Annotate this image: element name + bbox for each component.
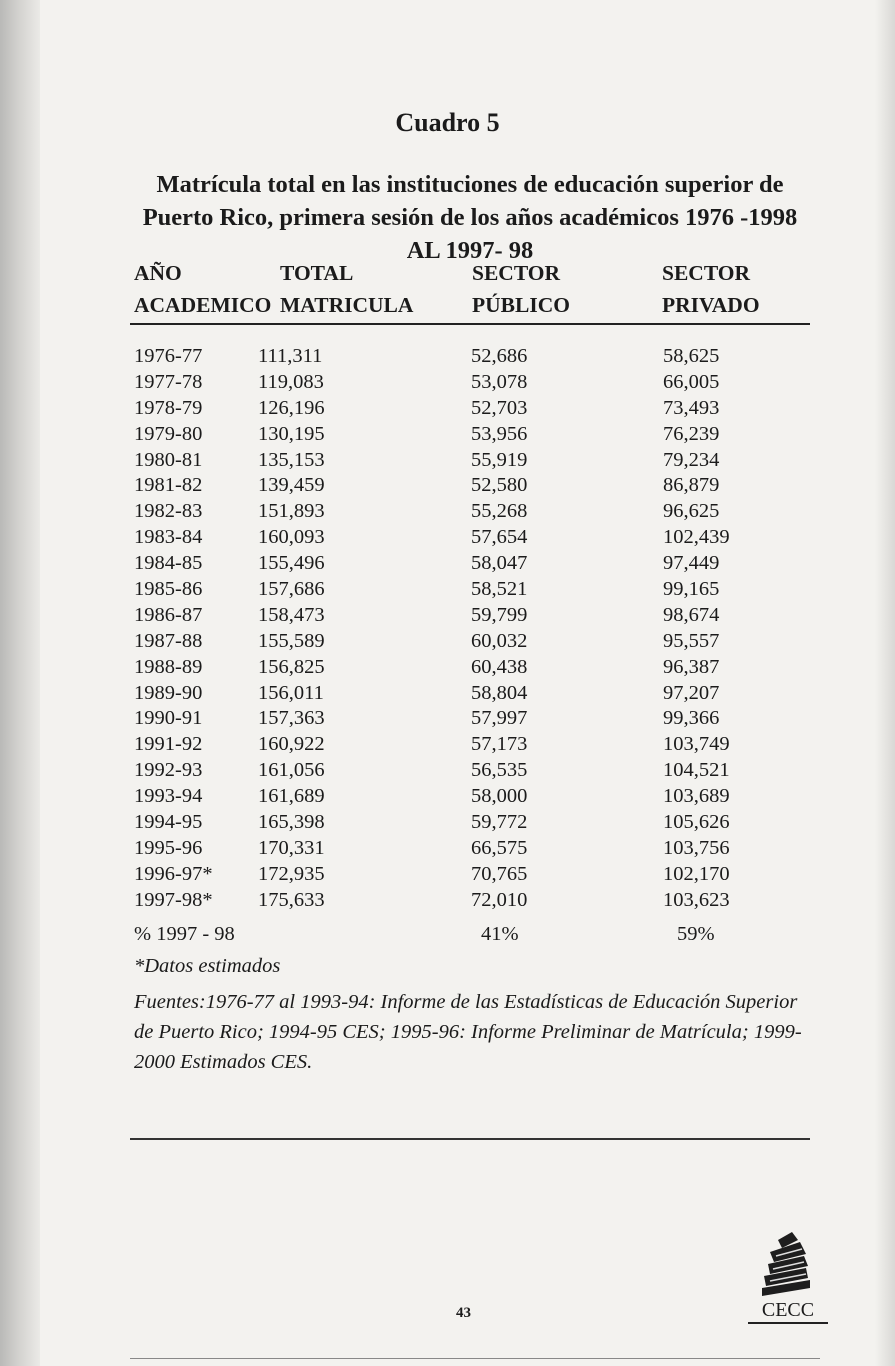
cell-privado: 103,623 [663,888,730,911]
cell-privado: 95,557 [663,629,720,652]
header-sector-privado [662,257,760,321]
table-row [0,706,895,732]
cell-ano: 1986-87 [134,603,203,626]
cell-ano: 1984-85 [134,552,203,575]
cell-total: 161,056 [258,759,325,782]
cell-ano: 1982-83 [134,500,203,523]
cell-publico: 52,703 [471,396,528,419]
table-row [0,551,895,577]
header-line: TOTAL [280,261,354,285]
cell-total: 165,398 [258,811,325,834]
cell-publico: 58,000 [471,785,528,808]
header-line: PRIVADO [662,293,760,317]
cell-privado: 99,366 [663,707,720,730]
books-stack-icon [748,1226,828,1298]
table-subtitle: Matrícula total en las instituciones de educación superior de Puerto Rico, primera sesión de los años académicos 1976 -1998 AL 1997- 98 [142,171,798,264]
cell-ano: 1979-80 [134,422,203,445]
table-row [0,732,895,758]
cell-privado: 99,165 [663,578,720,601]
cell-privado: 102,439 [663,526,730,549]
logo-label: CECC [748,1298,828,1324]
cell-publico: 58,521 [471,578,528,601]
header-total-matricula [280,257,413,321]
cell-ano: 1997-98* [134,888,213,911]
cecc-logo [748,1226,828,1326]
header-line: SECTOR [662,261,751,285]
cell-privado: 66,005 [663,370,720,393]
table-row [0,396,895,422]
cell-ano: 1992-93 [134,759,203,782]
header-line: SECTOR [472,261,561,285]
percent-publico: 41% [481,923,519,945]
percent-privado: 59% [677,923,715,945]
table-row [0,577,895,603]
cell-publico: 56,535 [471,759,528,782]
table-row [0,499,895,525]
cell-publico: 57,173 [471,733,528,756]
cell-publico: 70,765 [471,862,528,885]
table-body [0,344,895,914]
cell-publico: 57,997 [471,707,528,730]
cell-ano: 1985-86 [134,578,203,601]
cell-privado: 96,625 [663,500,720,523]
cell-ano: 1978-79 [134,396,203,419]
cell-total: 157,363 [258,707,325,730]
table-row [0,473,895,499]
header-sector-publico [472,257,570,321]
percent-label: % 1997 - 98 [134,923,235,945]
cell-publico: 60,438 [471,655,528,678]
cell-ano: 1976-77 [134,345,203,367]
cell-privado: 96,387 [663,655,720,678]
table-row [0,784,895,810]
sources-note: Fuentes:1976-77 al 1993-94: Informe de las Estadísticas de Educación Superior de Puerto Rico; 1994-95 CES; 1995-96: Informe Preliminar de Matrícula; 1999-2000 Estimados CES. [134,991,802,1073]
table-row [0,422,895,448]
cell-total: 175,633 [258,888,325,911]
cell-publico: 55,919 [471,448,528,471]
header-line: PÚBLICO [472,293,570,317]
cell-publico: 53,956 [471,422,528,445]
cell-total: 130,195 [258,422,325,445]
cell-ano: 1989-90 [134,681,203,704]
cell-privado: 97,207 [663,681,720,704]
page-number: 43 [456,1305,471,1321]
cell-ano: 1993-94 [134,785,203,808]
cell-total: 151,893 [258,500,325,523]
cell-total: 155,589 [258,629,325,652]
cell-ano: 1987-88 [134,629,203,652]
cell-publico: 52,686 [471,345,528,367]
cell-total: 126,196 [258,396,325,419]
cell-total: 139,459 [258,474,325,497]
cell-ano: 1994-95 [134,811,203,834]
cell-total: 119,083 [258,370,324,393]
cell-publico: 57,654 [471,526,528,549]
header-line: ACADEMICO [134,293,272,317]
table-row [0,603,895,629]
cell-privado: 97,449 [663,552,720,575]
table-row [0,888,895,914]
table-title: Cuadro 5 [395,108,500,137]
cell-privado: 76,239 [663,422,720,445]
cell-publico: 52,580 [471,474,528,497]
page-bottom-edge [130,1358,820,1359]
header-divider [130,323,810,325]
cell-total: 157,686 [258,578,325,601]
cell-total: 160,093 [258,526,325,549]
cell-ano: 1981-82 [134,474,203,497]
cell-privado: 104,521 [663,759,730,782]
cell-privado: 79,234 [663,448,720,471]
table-row [0,862,895,888]
table-row [0,448,895,474]
cell-ano: 1990-91 [134,707,203,730]
cell-ano: 1988-89 [134,655,203,678]
table-row [0,525,895,551]
cell-total: 160,922 [258,733,325,756]
cell-privado: 73,493 [663,396,720,419]
cell-total: 161,689 [258,785,325,808]
cell-total: 111,311 [258,345,323,367]
cell-privado: 58,625 [663,345,720,367]
cell-ano: 1996-97* [134,862,213,885]
cell-privado: 103,756 [663,836,730,859]
footer-divider [130,1138,810,1140]
cell-ano: 1983-84 [134,526,203,549]
cell-privado: 103,749 [663,733,730,756]
table-row [0,629,895,655]
cell-publico: 59,772 [471,811,528,834]
table-row [0,655,895,681]
cell-privado: 102,170 [663,862,730,885]
table-row [0,836,895,862]
cell-publico: 58,804 [471,681,528,704]
cell-total: 172,935 [258,862,325,885]
table-row [0,810,895,836]
cell-ano: 1995-96 [134,836,203,859]
cell-publico: 55,268 [471,500,528,523]
cell-ano: 1977-78 [134,370,203,393]
table-row [0,370,895,396]
cell-total: 156,011 [258,681,324,704]
cell-privado: 103,689 [663,785,730,808]
cell-ano: 1991-92 [134,733,203,756]
cell-total: 135,153 [258,448,325,471]
cell-total: 158,473 [258,603,325,626]
table-row [0,758,895,784]
cell-total: 170,331 [258,836,325,859]
table-row [0,681,895,707]
cell-publico: 60,032 [471,629,528,652]
cell-privado: 86,879 [663,474,720,497]
header-line: AÑO [134,261,182,285]
cell-publico: 66,575 [471,836,528,859]
table-row [0,344,895,370]
cell-publico: 72,010 [471,888,528,911]
cell-total: 156,825 [258,655,325,678]
cell-privado: 105,626 [663,811,730,834]
header-line: MATRICULA [280,293,414,317]
cell-ano: 1980-81 [134,448,203,471]
cell-publico: 59,799 [471,603,528,626]
cell-publico: 58,047 [471,552,528,575]
estimate-note: *Datos estimados [134,955,281,977]
cell-privado: 98,674 [663,603,720,626]
header-ano-academico [134,257,271,321]
cell-publico: 53,078 [471,370,528,393]
cell-total: 155,496 [258,552,325,575]
